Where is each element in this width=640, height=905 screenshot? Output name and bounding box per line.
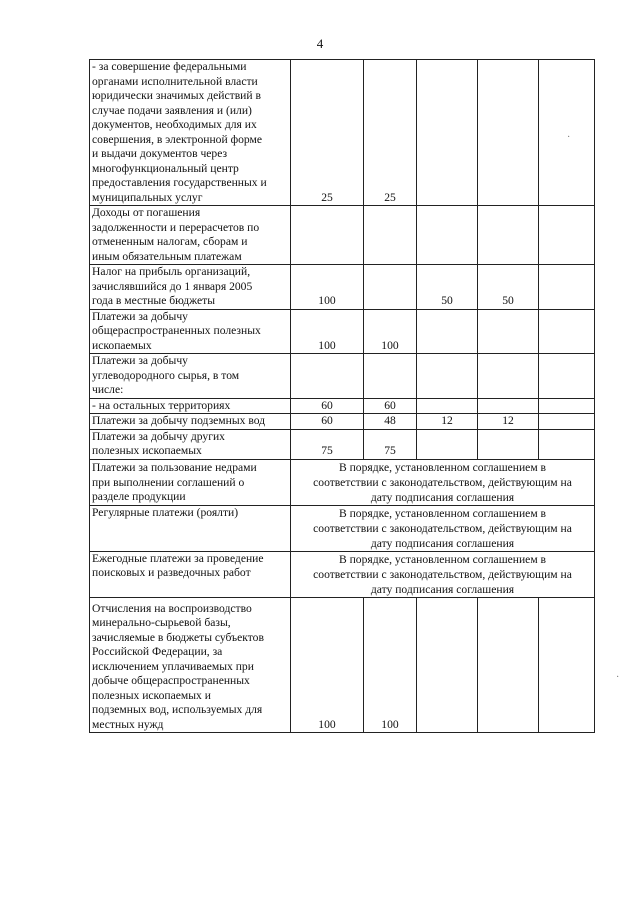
row-label: Доходы от погашения задолженности и перерасчетов по отмененным налогам, сборам и иным обязательным платежам [90,206,291,265]
table-row [90,354,595,399]
value-cell [478,309,539,354]
value-cell: 50 [417,265,478,310]
value-cell [478,60,539,206]
value-cell [539,429,595,459]
page-number: 4 [316,36,324,51]
value-cell: 60 [291,398,364,414]
table-row [90,551,595,597]
value-cell: 60 [291,414,364,430]
table-row [90,60,595,206]
value-cell: 60 [364,398,417,414]
value-cell [539,206,595,265]
table-row [90,414,595,430]
row-label: Отчисления на воспроизводство минерально-сырьевой базы, зачисляемые в бюджеты субъектов Российской Федерации, за исключением уплачиваемых при добыче общераспространенных полезных ископаемых и подземных вод, используемых для местных нужд [90,597,291,733]
revenue-distribution-table [89,59,595,733]
value-cell [291,354,364,399]
value-cell [417,60,478,206]
value-cell: 100 [291,265,364,310]
value-cell: 12 [417,414,478,430]
value-cell: 12 [478,414,539,430]
value-cell [417,597,478,733]
value-cell [417,429,478,459]
value-cell: 48 [364,414,417,430]
value-cell: 100 [364,597,417,733]
value-cell [417,309,478,354]
table-row [90,597,595,733]
row-label: - на остальных территориях [90,398,291,414]
table-row [90,429,595,459]
merged-note-cell: В порядке, установленном соглашением в соответствии с законодательством, действующим на дату подписания соглашения [291,505,595,551]
scan-speck: · [567,132,571,143]
row-label: Регулярные платежи (роялти) [90,505,291,551]
value-cell [364,354,417,399]
row-label: Платежи за добычу подземных вод [90,414,291,430]
value-cell [478,597,539,733]
merged-note-cell: В порядке, установленном соглашением в соответствии с законодательством, действующим на дату подписания соглашения [291,459,595,505]
value-cell [291,206,364,265]
value-cell: 25 [291,60,364,206]
scan-speck: · [616,672,620,683]
value-cell [417,206,478,265]
value-cell [417,354,478,399]
value-cell [539,414,595,430]
row-label: Ежегодные платежи за проведение поисковых и разведочных работ [90,551,291,597]
value-cell: 100 [291,597,364,733]
table-row [90,459,595,505]
value-cell [539,265,595,310]
value-cell [539,398,595,414]
value-cell: 50 [478,265,539,310]
value-cell: 75 [291,429,364,459]
value-cell: 25 [364,60,417,206]
value-cell [417,398,478,414]
row-label: Платежи за добычу углеводородного сырья, в том числе: [90,354,291,399]
value-cell [478,398,539,414]
value-cell: 75 [364,429,417,459]
value-cell [539,309,595,354]
row-label: Платежи за добычу общераспространенных полезных ископаемых [90,309,291,354]
value-cell: 100 [364,309,417,354]
value-cell [539,597,595,733]
value-cell [478,354,539,399]
table-row [90,265,595,310]
value-cell [364,206,417,265]
table-row [90,206,595,265]
row-label: - за совершение федеральными органами исполнительной власти юридически значимых действий в случае подачи заявления и (или) документов, необходимых для их совершения, в электронной форме и выдачи документов через многофункциональный центр предоставления государственных и муниципальных услуг [90,60,291,206]
value-cell [539,354,595,399]
table-row [90,505,595,551]
table-row [90,309,595,354]
table-row [90,398,595,414]
value-cell: 100 [291,309,364,354]
row-label: Платежи за добычу других полезных ископаемых [90,429,291,459]
merged-note-cell: В порядке, установленном соглашением в соответствии с законодательством, действующим на дату подписания соглашения [291,551,595,597]
value-cell [478,206,539,265]
value-cell [364,265,417,310]
row-label: Налог на прибыль организаций, зачислявшийся до 1 января 2005 года в местные бюджеты [90,265,291,310]
row-label: Платежи за пользование недрами при выполнении соглашений о разделе продукции [90,459,291,505]
value-cell [478,429,539,459]
